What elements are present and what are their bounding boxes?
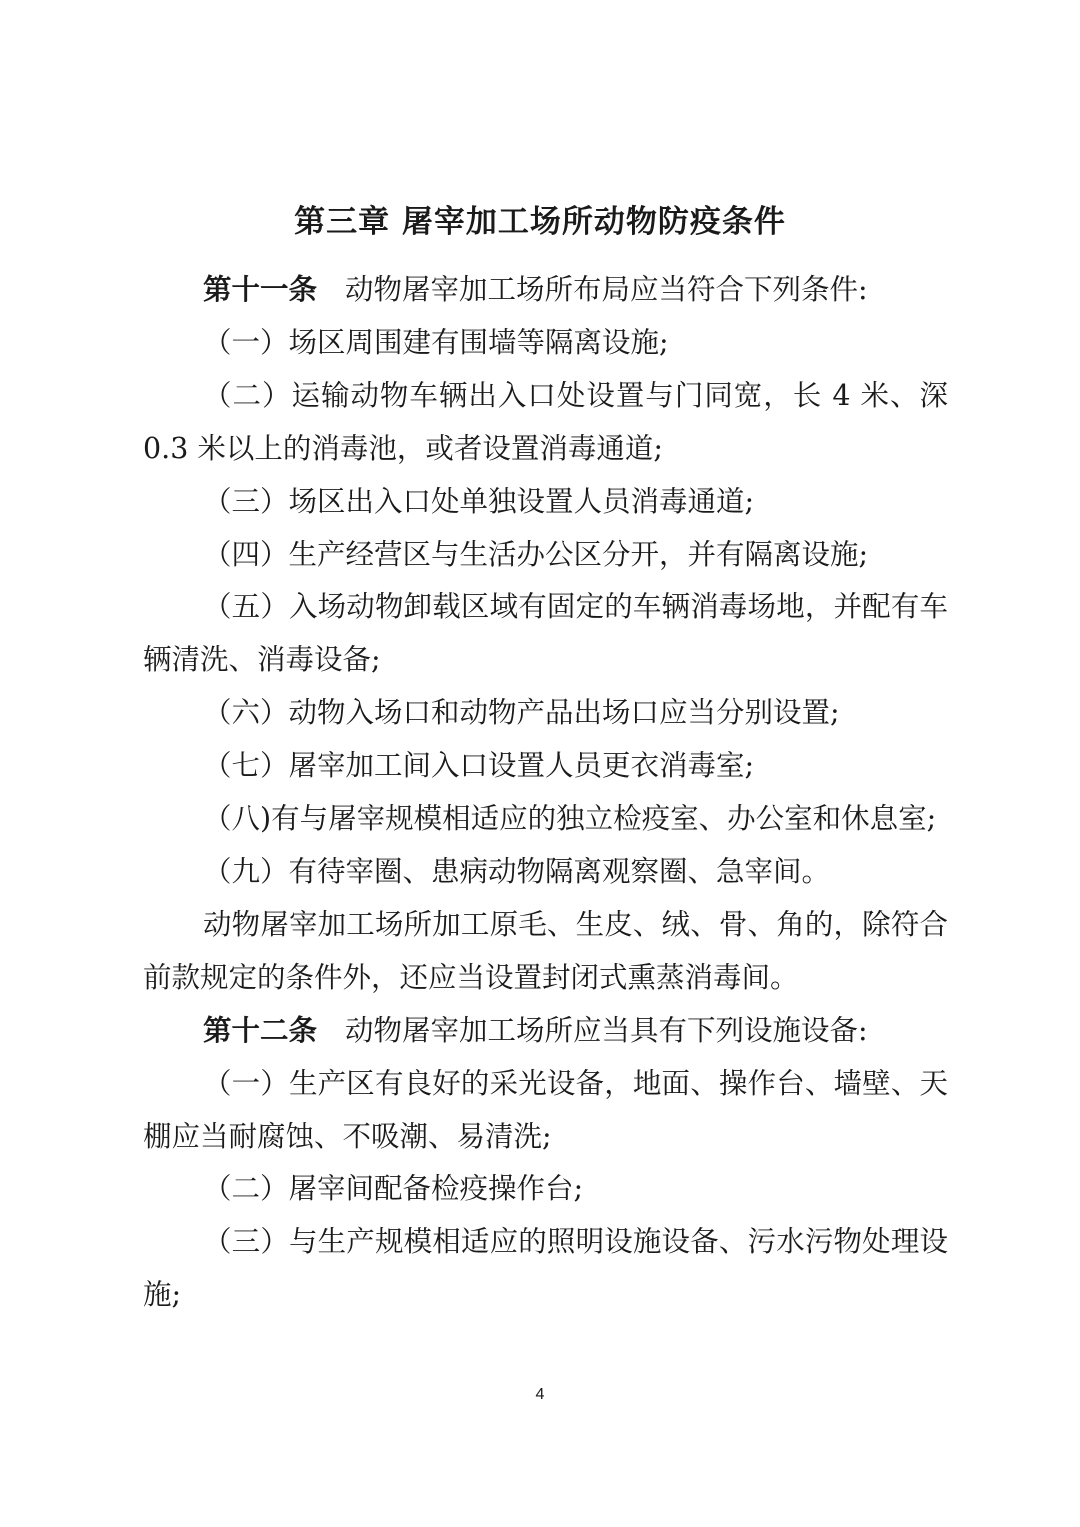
list-item: （一）生产区有良好的采光设备，地面、操作台、墙壁、天棚应当耐腐蚀、不吸潮、易清洗; <box>143 1066 948 1153</box>
article-11-heading <box>143 264 948 317</box>
article-intro: 动物屠宰加工场所布局应当符合下列条件: <box>345 273 868 306</box>
list-item: （二）屠宰间配备检疫操作台; <box>203 1172 584 1206</box>
list-item: （五）入场动物卸载区域有固定的车辆消毒场地，并配有车辆清洗、消毒设备; <box>143 590 948 677</box>
list-item: （一）场区周围建有围墙等隔离设施; <box>203 325 669 359</box>
document-body <box>143 264 948 1322</box>
article-number: 第十一条 <box>203 273 318 306</box>
list-item: （四）生产经营区与生活办公区分开，并有隔离设施; <box>203 537 869 571</box>
article-12-heading <box>143 1005 948 1058</box>
list-item: （三）场区出入口处单独设置人员消毒通道; <box>203 484 755 518</box>
list-item: （八)有与屠宰规模相适应的独立检疫室、办公室和休息室; <box>203 802 937 836</box>
list-item: （六）动物入场口和动物产品出场口应当分别设置; <box>203 696 840 730</box>
list-item: （二）运输动物车辆出入口处设置与门同宽，长 4 米、深 0.3 米以上的消毒池，或者设置消毒通道; <box>143 378 948 465</box>
article-number: 第十二条 <box>203 1013 318 1047</box>
article-intro: 动物屠宰加工场所应当具有下列设施设备: <box>345 1013 868 1047</box>
list-item: （三）与生产规模相适应的照明设施设备、污水污物处理设施; <box>143 1225 948 1312</box>
paragraph: 动物屠宰加工场所加工原毛、生皮、绒、骨、角的，除符合前款规定的条件外，还应当设置封闭式熏蒸消毒间。 <box>143 907 948 994</box>
chapter-title: 第三章 屠宰加工场所动物防疫条件 <box>294 204 786 240</box>
list-item: （七）屠宰加工间入口设置人员更衣消毒室; <box>203 749 755 783</box>
page-number: 4 <box>535 1386 545 1403</box>
list-item: （九）有待宰圈、患病动物隔离观察圈、急宰间。 <box>203 854 831 888</box>
